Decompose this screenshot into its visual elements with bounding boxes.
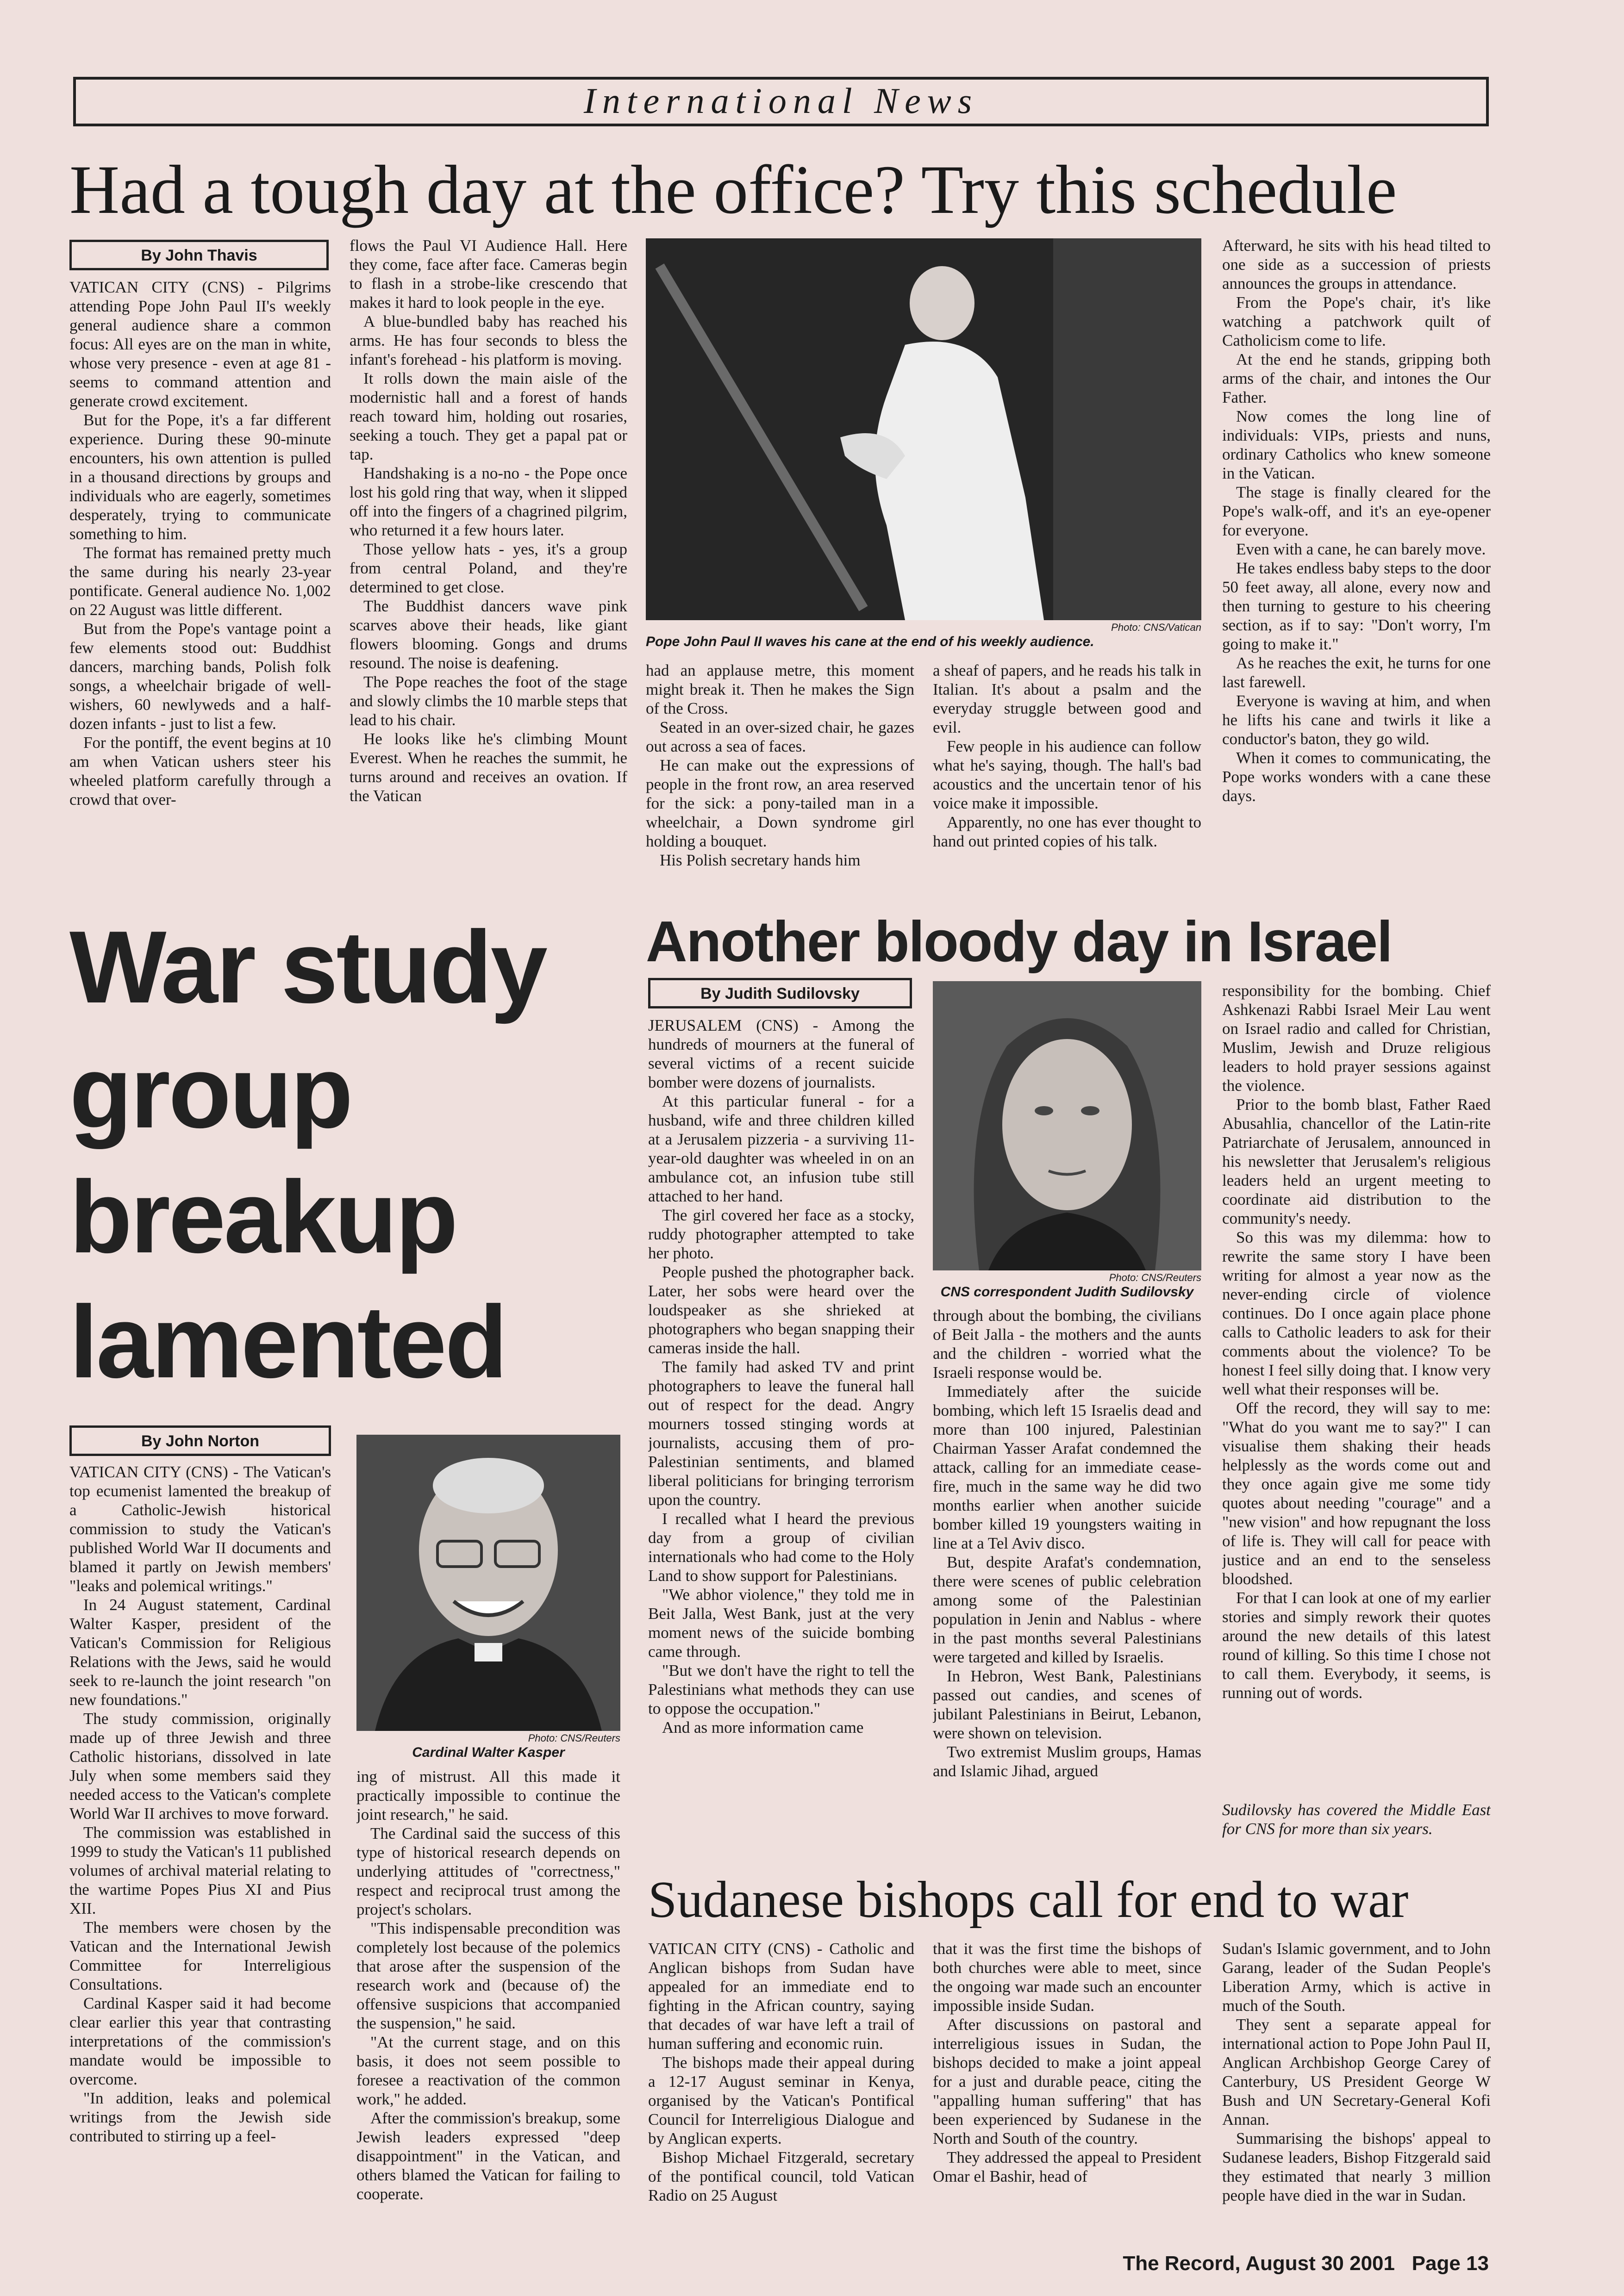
- paragraph: through about the bombing, the civilians of Beit Jalla - the mothers and the aunts and the children - worried what the Israeli response would be.: [933, 1307, 1201, 1381]
- story1-column-4: [933, 661, 1201, 892]
- paragraph: But, despite Arafat's condemnation, there were scenes of public celebration among some of the Palestinian population in Jenin and Nablus - where in the past months several Palestinians were targeted and killed by Israelis.: [933, 1553, 1201, 1666]
- paragraph: Two extremist Muslim groups, Hamas and Islamic Jihad, argued: [933, 1743, 1201, 1780]
- paragraph: In 24 August statement, Cardinal Walter Kasper, president of the Vatican's Commission for Religious Relations with the Jews, said he would seek to re-launch the joint research "on new foundations.": [69, 1596, 331, 1709]
- paragraph: The members were chosen by the Vatican and the International Jewish Committee for Interreligious Consultations.: [69, 1918, 331, 1993]
- paragraph: The stage is finally cleared for the Pope's walk-off, and it's an eye-opener for everyone.: [1222, 483, 1491, 539]
- paragraph: Prior to the bomb blast, Father Raed Abusahlia, chancellor of the Latin-rite Patriarchate of Jerusalem, announced in his newsletter that Jerusalem's religious leaders held an urgent meeting to coordinate aid distribution to the community's needy.: [1222, 1095, 1491, 1227]
- paragraph: The study commission, originally made up of three Jewish and three Catholic historians, dissolved in late July when some members said they needed access to the Vatican's complete World War II archives to move forward.: [69, 1710, 331, 1823]
- paragraph: In Hebron, West Bank, Palestinians passed out candies, and scenes of jubilant Palestinians in Beirut, Lebanon, were shown on television.: [933, 1667, 1201, 1742]
- paragraph: Handshaking is a no-no - the Pope once lost his gold ring that way, when it slipped off into the fingers of a chagrined pilgrim, who returned it a few hours later.: [350, 464, 627, 539]
- story3-tagline: [1222, 1800, 1491, 1860]
- story4-column-1: [648, 1939, 914, 2247]
- paragraph: flows the Paul VI Audience Hall. Here they come, face after face. Cameras begin to flash in a strobe-like crescendo that makes it hard to look people in the eye.: [350, 236, 627, 311]
- story3-headline: Another bloody day in Israel: [646, 910, 1392, 974]
- story3-column-3: [1222, 981, 1491, 1800]
- paragraph: Now comes the long line of individuals: VIPs, priests and nuns, ordinary Catholics who knew someone in the Vatican.: [1222, 407, 1491, 482]
- paragraph: And as more information came: [662, 1718, 864, 1736]
- paragraph: The Pope reaches the foot of the stage and slowly climbs the 10 marble steps that lead to his chair.: [350, 673, 627, 729]
- story2-byline: By John Norton: [69, 1425, 331, 1456]
- paragraph: I recalled what I heard the previous day from a group of civilian internationals who had come to the Holy Land to show support for Palestinians.: [648, 1510, 914, 1585]
- paragraph: For that I can look at one of my earlier stories and simply rework their quotes around the new details of this latest round of killing. So this time I chose not to call them. Everybody, it seems, is running out of words.: [1222, 1589, 1491, 1702]
- paragraph: But from the Pope's vantage point a few elements stood out: Buddhist dancers, marching bands, Polish folk songs, a wheelchair brigade of well-wishers, 60 newlyweds and a half-dozen infants - just to list a few.: [69, 620, 331, 733]
- paragraph: Everyone is waving at him, and when he lifts his cane and twirls it like a conductor's baton, they go wild.: [1222, 692, 1491, 748]
- paragraph: They sent a separate appeal for international action to Pope John Paul II, Anglican Archbishop George Carey of Canterbury, US President George W Bush and UN Secretary-General Kofi Annan.: [1222, 2016, 1491, 2128]
- paragraph: Few people in his audience can follow what he's saying, though. The hall's bad acoustics and the uncertain tenor of his voice make it impossible.: [933, 737, 1201, 812]
- story2-column-2: [356, 1767, 620, 2247]
- story3-column-2: [933, 1306, 1201, 1860]
- paragraph: VATICAN CITY (CNS) - Catholic and Anglican bishops from Sudan have appealed for an immediate end to fighting in the African country, saying that decades of war have left a trail of human suffering and economic ruin.: [648, 1940, 914, 2053]
- story2-photo-credit: Photo: CNS/Reuters: [528, 1732, 620, 1744]
- paragraph: He takes endless baby steps to the door 50 feet away, all alone, every now and then turning to gesture to his cheering section, as if to say: "Don't worry, I'm going to make it.": [1222, 559, 1491, 653]
- section-header: International News: [73, 77, 1489, 126]
- paragraph: The Cardinal said the success of this type of historical research depends on underlying attitudes of "correctness," respect and reciprocal trust among the project's scholars.: [356, 1824, 620, 1918]
- story2-headline: [69, 905, 648, 1405]
- story3-photo-credit: Photo: CNS/Reuters: [1109, 1272, 1201, 1283]
- paragraph: The bishops made their appeal during a 12-17 August seminar in Kenya, organised by the Vatican's Pontifical Council for Interreligious Dialogue and by Anglican experts.: [648, 2053, 914, 2147]
- paragraph: ing of mistrust. All this made it practically impossible to continue the joint research," he said.: [356, 1767, 620, 1823]
- paragraph: They addressed the appeal to President Omar el Bashir, head of: [933, 2148, 1201, 2185]
- story2-headline-line-2: group: [69, 1035, 351, 1150]
- paragraph: As he reaches the exit, he turns for one last farewell.: [1222, 654, 1491, 691]
- sudilovsky-photo: [933, 981, 1201, 1270]
- paragraph: After discussions on pastoral and interreligious issues in Sudan, the bishops decided to make a joint appeal for a just and durable peace, citing the "appalling human suffering" that has been experienced by Sudanese in the North and South of the country.: [933, 2016, 1201, 2147]
- paragraph: For the pontiff, the event begins at 10 am when Vatican ushers steer his wheeled platform carefully through a crowd that over-: [69, 734, 331, 809]
- story3-byline: By Judith Sudilovsky: [648, 978, 912, 1008]
- paragraph: "This indispensable precondition was completely lost because of the polemics that arose after the suspension of the research work and (because of) the offensive suspicions that accompanied the suspension," he said.: [356, 1919, 620, 2032]
- paragraph: Seated in an over-sized chair, he gazes out across a sea of faces.: [646, 718, 914, 755]
- paragraph: VATICAN CITY (CNS) - The Vatican's top ecumenist lamented the breakup of a Catholic-Jewish historical commission to study the Vatican's published World War II documents and blamed it partly on Jewish members' "leaks and polemical writings.": [69, 1463, 331, 1595]
- paragraph: He looks like he's climbing Mount Everest. When he reaches the summit, he turns around and receives an ovation. If the Vatican: [350, 730, 627, 805]
- paragraph: The Buddhist dancers wave pink scarves above their heads, like giant flowers blooming. Gongs and drums resound. The noise is deafening.: [350, 597, 627, 672]
- paragraph: A blue-bundled baby has reached his arms. He has four seconds to bless the infant's forehead - his platform is moving.: [350, 312, 627, 368]
- paragraph: Summarising the bishops' appeal to Sudanese leaders, Bishop Fitzgerald said they estimated that nearly 3 million people have died in the war in Sudan.: [1222, 2129, 1491, 2204]
- paragraph: VATICAN CITY (CNS) - Pilgrims attending Pope John Paul II's weekly general audience share a common focus: All eyes are on the man in white, whose very presence - even at age 81 - seems to command attention and generate crowd excitement.: [69, 278, 331, 410]
- story1-column-1: [69, 278, 331, 928]
- story2-column-1: [69, 1462, 331, 2247]
- paragraph: People pushed the photographer back. Later, her sobs were heard over the loudspeaker as she shrieked at photographers who began snapping their cameras inside the hall.: [648, 1263, 914, 1357]
- paragraph: Bishop Michael Fitzgerald, secretary of the pontifical council, told Vatican Radio on 25 August: [648, 2148, 914, 2204]
- story4-column-2: [933, 1939, 1201, 2247]
- story4-headline: Sudanese bishops call for end to war: [648, 1871, 1409, 1929]
- pope-photo: [646, 238, 1201, 620]
- page-footer: The Record, August 30 2001 Page 13: [1123, 2252, 1489, 2275]
- paragraph: From the Pope's chair, it's like watching a patchwork quilt of Catholicism come to life.: [1222, 293, 1491, 349]
- cardinal-portrait-icon: [356, 1435, 620, 1731]
- story1-column-5: [1222, 236, 1491, 930]
- story1-photo-credit: Photo: CNS/Vatican: [1111, 622, 1201, 633]
- paragraph: "In addition, leaks and polemical writings from the Jewish side contributed to stirring up a feel-: [69, 2089, 331, 2145]
- paragraph: After the commission's breakup, some Jewish leaders expressed "deep disappointment" in the Vatican, and others blamed the Vatican for failing to cooperate.: [356, 2109, 620, 2203]
- paragraph: He can make out the expressions of people in the front row, an area reserved for the sick: a pony-tailed man in a wheelchair, a Down syndrome girl holding a bouquet.: [646, 756, 914, 850]
- paragraph: Apparently, no one has ever thought to hand out printed copies of his talk.: [933, 813, 1201, 850]
- paragraph: responsibility for the bombing. Chief Ashkenazi Rabbi Israel Meir Lau went on Israel radio and called for Christian, Muslim, Jewish and Druze religious leaders to hold prayer sessions against the violence.: [1222, 982, 1491, 1095]
- kasper-photo: [356, 1435, 620, 1731]
- story3-tagline-text: Sudilovsky has covered the Middle East for CNS for more than six years.: [1222, 1801, 1491, 1838]
- paragraph: "At the current stage, and on this basis, it does not seem possible to foresee a reactivation of the common work," he added.: [356, 2033, 620, 2108]
- story1-headline: Had a tough day at the office? Try this schedule: [69, 151, 1397, 228]
- paragraph: JERUSALEM (CNS) - Among the hundreds of mourners at the funeral of several victims of a recent suicide bomber were dozens of journalists.: [648, 1016, 914, 1091]
- paragraph: a sheaf of papers, and he reads his talk in Italian. It's about a psalm and the everyday struggle between good and evil.: [933, 661, 1201, 736]
- paragraph: "But we don't have the right to tell the Palestinians what methods they can use to oppose the occupation.": [648, 1661, 914, 1717]
- paragraph: The format has remained pretty much the same during his nearly 23-year pontificate. General audience No. 1,002 on 22 August was little different.: [69, 544, 331, 619]
- paragraph: Immediately after the suicide bombing, which left 15 Israelis dead and more than 100 injured, Palestinian Chairman Yasser Arafat condemned the attack, calling for an immediate cease-fire, much in the same way he did two months earlier when another suicide bomber killed 19 youngsters waiting in line at a Tel Aviv disco.: [933, 1382, 1201, 1552]
- paragraph: But for the Pope, it's a far different experience. During these 90-minute encounters, his own attention is pulled in a thousand directions by groups and individuals who are eagerly, sometimes desperately, trying to communicate something to him.: [69, 411, 331, 543]
- paragraph: When it comes to communicating, the Pope works wonders with a cane these days.: [1222, 749, 1491, 805]
- story4-column-3: [1222, 1939, 1491, 2247]
- paragraph: The girl covered her face as a stocky, ruddy photographer attempted to take her photo.: [648, 1206, 914, 1262]
- paragraph: His Polish secretary hands him: [660, 851, 861, 869]
- paragraph: The family had asked TV and print photographers to leave the funeral hall out of respect for the dead. Angry mourners tossed stinging words at journalists, accusing them of pro-Palestinian sentiments, and blamed liberal politicians for bringing terrorism upon the country.: [648, 1358, 914, 1509]
- story1-column-2: [350, 236, 627, 928]
- paragraph: At the end he stands, gripping both arms of the chair, and intones the Our Father.: [1222, 350, 1491, 406]
- story1-byline: By John Thavis: [69, 240, 329, 270]
- paragraph: that it was the first time the bishops of both churches were able to meet, since the ongoing war made such an encounter impossible inside Sudan.: [933, 1940, 1201, 2015]
- story3-photo-caption: CNS correspondent Judith Sudilovsky: [940, 1284, 1194, 1300]
- paragraph: At this particular funeral - for a husband, wife and three children killed at a Jerusalem pizzeria - a surviving 11-year-old daughter was wheeled in on an ambulance cot, an infusion tube still attached to her hand.: [648, 1092, 914, 1205]
- story2-headline-line-1: War study: [69, 910, 546, 1025]
- story2-headline-line-3: breakup: [69, 1160, 456, 1275]
- story2-headline-line-4: lamented: [69, 1285, 506, 1400]
- story2-photo-caption: Cardinal Walter Kasper: [412, 1745, 565, 1760]
- paragraph: Even with a cane, he can barely move.: [1236, 540, 1486, 558]
- paragraph: So this was my dilemma: how to rewrite the same story I have been writing for almost a year now as the never-ending circle of violence continues. Do I once again place phone calls to Catholic leaders to ask for their comments about the violence? To be honest I feel silly doing that. I know very well what their responses will be.: [1222, 1228, 1491, 1398]
- paragraph: Those yellow hats - yes, it's a group from central Poland, and they're determined to get close.: [350, 540, 627, 596]
- paragraph: Off the record, they will say to me: "What do you want me to say?" I can visualise them shaking their heads helplessly as the words come out and they once again give me some tidy quotes about needing "courage" and a "new vision" and how repugnant the loss of life is. They will call for peace with justice and an end to the senseless bloodshed.: [1222, 1399, 1491, 1588]
- paragraph: It rolls down the main aisle of the modernistic hall and a forest of hands reach toward him, holding out rosaries, seeking a touch. They get a papal pat or tap.: [350, 369, 627, 463]
- story1-column-3: [646, 661, 914, 892]
- story1-photo-caption: Pope John Paul II waves his cane at the end of his weekly audience.: [646, 634, 1094, 649]
- paragraph: Afterward, he sits with his head tilted to one side as a succession of priests announces the groups in attendance.: [1222, 236, 1491, 292]
- paragraph: had an applause metre, this moment might break it. Then he makes the Sign of the Cross.: [646, 661, 914, 717]
- correspondent-portrait-icon: [933, 981, 1201, 1270]
- paragraph: The commission was established in 1999 to study the Vatican's 11 published volumes of archival material relating to the wartime Popes Pius XI and Pius XII.: [69, 1823, 331, 1917]
- story3-column-1: [648, 1016, 914, 1860]
- paragraph: Sudan's Islamic government, and to John Garang, leader of the Sudan People's Liberation Army, which is active in much of the South.: [1222, 1940, 1491, 2015]
- pope-image-icon: [646, 238, 1201, 620]
- paragraph: "We abhor violence," they told me in Beit Jalla, West Bank, just at the very moment news of the suicide bombing came through.: [648, 1586, 914, 1661]
- paragraph: Cardinal Kasper said it had become clear earlier this year that contrasting interpretations of the commission's mandate would be impossible to overcome.: [69, 1994, 331, 2088]
